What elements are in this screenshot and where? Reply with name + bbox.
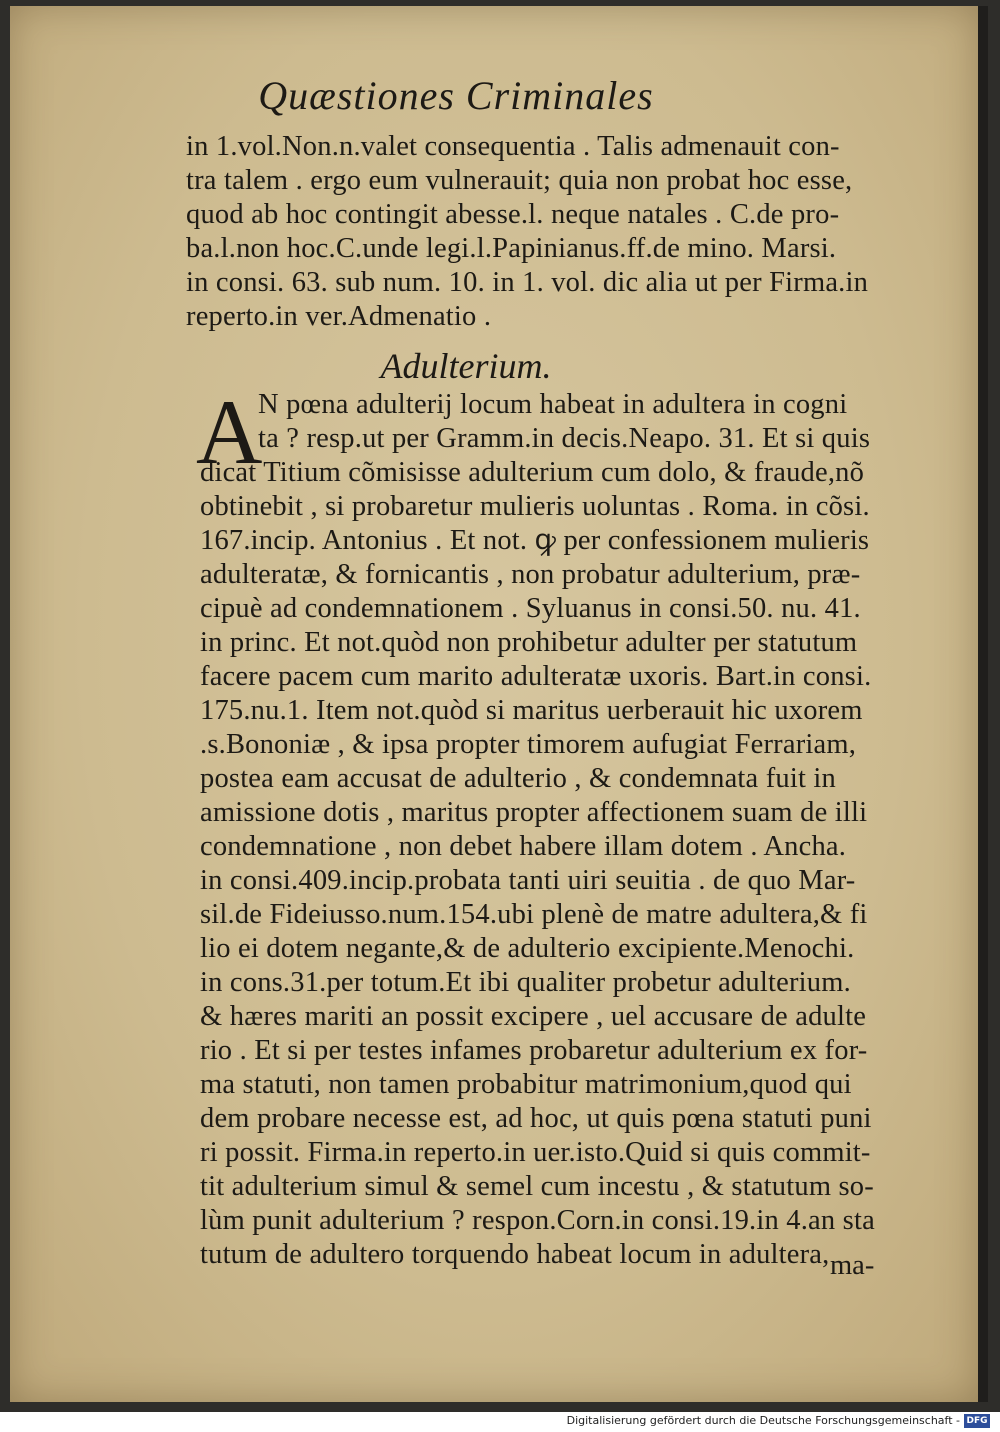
text-line: ri possit. Firma.in reperto.in uer.isto.Quid si quis commit- [200,1137,871,1168]
text-line: & hæres mariti an possit excipere , uel accusare de adulte [200,1001,867,1032]
drop-capital: A [196,381,263,483]
running-head: Quæstiones Criminales [258,73,654,118]
text-line: tra talem . ergo eum vulnerauit; quia non probat hoc esse, [186,165,853,196]
text-line: .s.Bononiæ , & ipsa propter timorem aufugiat Ferrariam, [200,729,857,760]
text-line: rio . Et si per testes infames probaretur adulterium ex for- [200,1035,868,1066]
text-line: facere pacem cum marito adulteratæ uxoris. Bart.in consi. [200,661,872,692]
text-line: obtinebit , si probaretur mulieris uoluntas . Roma. in cõsi. [200,491,870,522]
footer-credit: Digitalisierung gefördert durch die Deutsche Forschungsgemeinschaft - [566,1414,960,1427]
text-line: ba.l.non hoc.C.unde legi.l.Papinianus.ff.de mino. Marsi. [186,233,837,264]
text-line: in cons.31.per totum.Et ibi qualiter probetur adulterium. [200,967,851,998]
text-line: 175.nu.1. Item not.quòd si maritus uerberauit hic uxorem [200,695,863,726]
text-line: N pœna adulterij locum habeat in adultera in cogni [258,389,848,420]
text-line: quod ab hoc contingit abesse.l. neque natales . C.de pro- [186,199,840,230]
text-line: condemnatione , non debet habere illam dotem . Ancha. [200,831,847,862]
text-line: postea eam accusat de adulterio , & condemnata fuit in [200,763,836,794]
text-line: dem probare necesse est, ad hoc, ut quis pœna statuti puni [200,1103,872,1134]
top-text-block [186,130,926,334]
text-line: 167.incip. Antonius . Et not. ꝙ per confessionem mulieris [200,525,870,556]
text-line: reperto.in ver.Admenatio . [186,301,492,332]
text-line: tutum de adultero torquendo habeat locum in adultera, [200,1239,830,1270]
text-line: lio ei dotem negante,& de adulterio excipiente.Menochi. [200,933,855,964]
page-edge [978,6,988,1402]
text-line: ta ? resp.ut per Gramm.in decis.Neapo. 31. Et si quis [258,423,871,454]
text-line: cipuè ad condemnationem . Syluanus in consi.50. nu. 41. [200,593,861,624]
text-line: sil.de Fideiusso.num.154.ubi plenè de matre adultera,& fi [200,899,868,930]
catchword: ma- [830,1250,875,1281]
text-line: in consi.409.incip.probata tanti uiri seuitia . de quo Mar- [200,865,856,896]
text-line: adulteratæ, & fornicantis , non probatur adulterium, præ- [200,559,861,590]
text-line: lùm punit adulterium ? respon.Corn.in consi.19.in 4.an sta [200,1205,875,1236]
dfg-logo-icon: DFG [964,1414,990,1428]
text-line: amissione dotis , maritus propter affectionem suam de illi [200,797,868,828]
text-line: dicat Titium cõmisisse adulterium cum dolo, & fraude,nõ [200,457,865,488]
main-text-block [200,388,930,1272]
text-line: in consi. 63. sub num. 10. in 1. vol. dic alia ut per Firma.in [186,267,869,298]
text-line: in princ. Et not.quòd non prohibetur adulter per statutum [200,627,858,658]
section-title: Adulterium. [380,346,552,386]
text-line: in 1.vol.Non.n.valet consequentia . Talis admenauit con- [186,131,840,162]
text-line: tit adulterium simul & semel cum incestu , & statutum so- [200,1171,874,1202]
text-line: ma statuti, non tamen probabitur matrimonium,quod qui [200,1069,852,1100]
